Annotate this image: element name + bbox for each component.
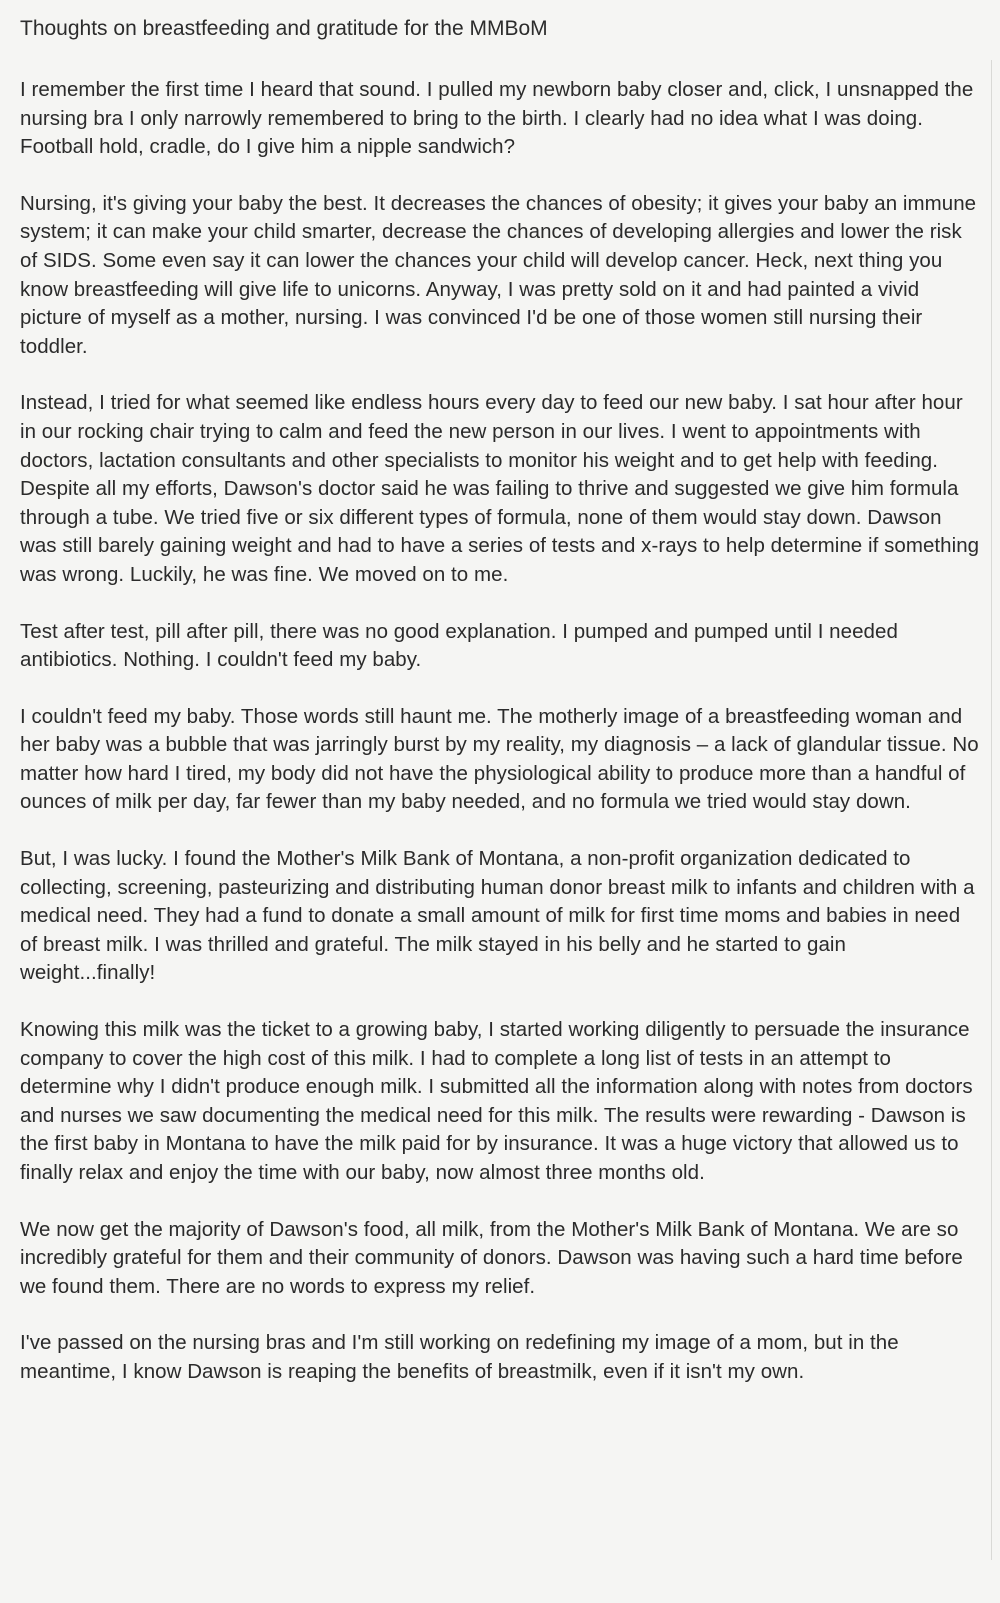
paragraph-1: I remember the first time I heard that sound. I pulled my newborn baby closer and, click, I unsnapped the nursing bra I only narrowly remembered to bring to the birth. I clearly had no idea what I was doing. Football hold, cradle, do I give him a nipple sandwich?	[20, 78, 974, 159]
paragraph-4: Test after test, pill after pill, there was no good explanation. I pumped and pumped until I needed antibiotics. Nothing. I couldn't feed my baby.	[20, 619, 898, 672]
paragraph-8: We now get the majority of Dawson's food, all milk, from the Mother's Milk Bank of Montana. We are so incredibly grateful for them and their community of donors. Dawson was having such a hard time before we found them. There are no words to express my relief.	[20, 1217, 963, 1298]
scan-edge-line	[991, 60, 992, 1560]
paragraph-5: I couldn't feed my baby. Those words still haunt me. The motherly image of a breastfeeding woman and her baby was a bubble that was jarringly burst by my reality, my diagnosis – a lack of glandular tissue. No matter how hard I tired, my body did not have the physiological ability to produce more than a handful of ounces of milk per day, far fewer than my baby needed, and no formula we tried would stay down.	[20, 704, 979, 814]
paragraph-9: I've passed on the nursing bras and I'm still working on redefining my image of a mom, but in the meantime, I know Dawson is reaping the benefits of breastmilk, even if it isn't my own.	[20, 1331, 899, 1383]
paragraph-6: But, I was lucky. I found the Mother's Milk Bank of Montana, a non-profit organization dedicated to collecting, screening, pasteurizing and distributing human donor breast milk to infants and children with a medical need. They had a fund to donate a small amount of milk for first time moms and babies in need of breast milk. I was thrilled and grateful. The milk stayed in his belly and he started to gain weight...finally!	[20, 847, 975, 985]
paragraph-7: Knowing this milk was the ticket to a growing baby, I started working diligently to persuade the insurance company to cover the high cost of this milk. I had to complete a long list of tests in an attempt to determine why I didn't produce enough milk. I submitted all the information along with notes from doctors and nurses we saw documenting the medical need for this milk. The results were rewarding - Dawson is the first baby in Montana to have the milk paid for by insurance. It was a huge victory that allowed us to finally relax and enjoy the time with our baby, now almost three months old.	[20, 1018, 973, 1184]
paragraph-3: Instead, I tried for what seemed like endless hours every day to feed our new baby. I sat hour after hour in our rocking chair trying to calm and feed the new person in our lives. I went to appointments with doctors, lactation consultants and other specialists to monitor his weight and to get help with feeding. Despite all my efforts, Dawson's doctor said he was failing to thrive and suggested we give him formula through a tube. We tried five or six different types of formula, none of them would stay down. Dawson was still barely gaining weight and had to have a series of tests and x-rays to help determine if something was wrong. Luckily, he was fine. We moved on to me.	[20, 391, 980, 586]
paragraph-2: Nursing, it's giving your baby the best. It decreases the chances of obesity; it gives your baby an immune system; it can make your child smarter, decrease the chances of developing allergies and lower the risk of SIDS. Some even say it can lower the chances your child will develop cancer. Heck, next thing you know breastfeeding will give life to unicorns. Anyway, I was pretty sold on it and had painted a vivid picture of myself as a mother, nursing. I was convinced I'd be one of those women still nursing their toddler.	[20, 191, 977, 358]
document-title: Thoughts on breastfeeding and gratitude for the MMBoM	[20, 17, 548, 40]
